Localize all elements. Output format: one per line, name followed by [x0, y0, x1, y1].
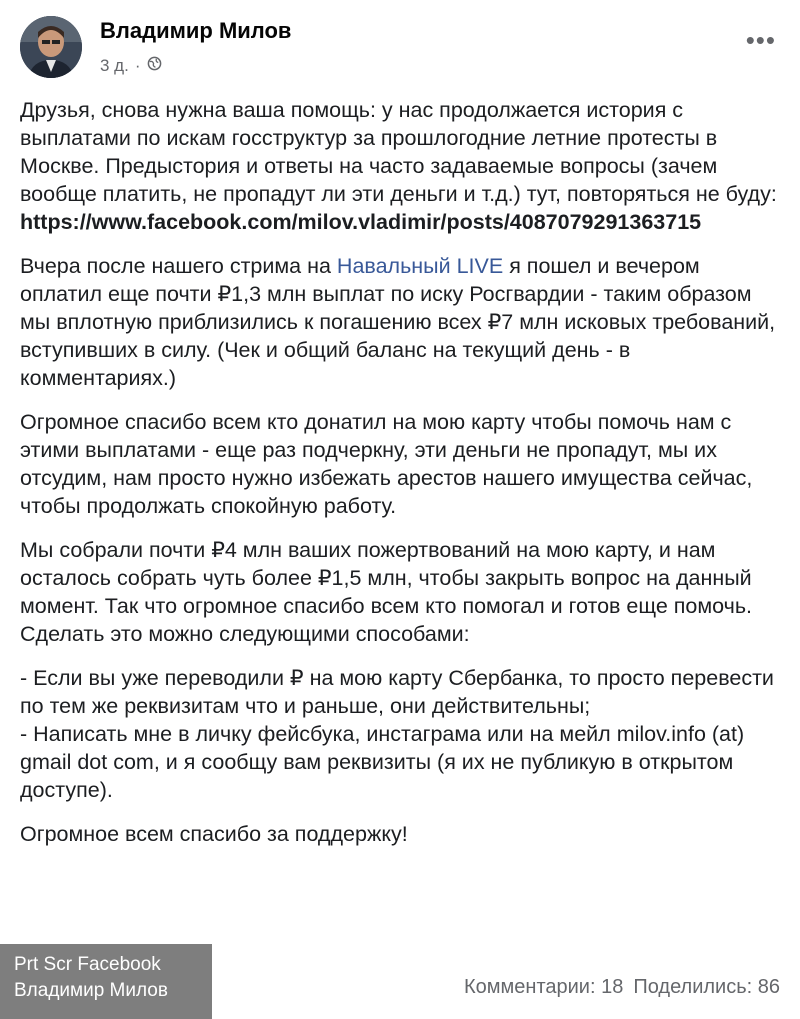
post-meta [100, 56, 162, 76]
watermark [0, 944, 212, 1019]
avatar[interactable] [20, 16, 82, 78]
author-name[interactable]: Владимир Милов [100, 18, 292, 43]
navalny-live-link[interactable]: Навальный LIVE [336, 254, 504, 278]
paragraph-5-line-2: - Написать мне в личку фейсбука, инстаграма или на мейл milov.info (at) gmail dot com, и я сообщу вам реквизиты (я их не публикую в открытом доступе). [20, 722, 745, 802]
shares-count[interactable]: Поделились: 86 [633, 976, 780, 998]
meta-separator: · [134, 56, 141, 75]
paragraph-3: Огромное спасибо всем кто донатил на мою карту чтобы помочь нам с этими выплатами - еще раз подчеркну, эти деньги не пропадут, мы их отсудим, нам просто нужно избежать арестов нашего имущества сейчас, чтобы продолжать спокойную работу. [20, 410, 753, 518]
post-link[interactable]: https://www.facebook.com/milov.vladimir/posts/4087079291363715 [20, 210, 702, 234]
paragraph-5 [20, 664, 780, 804]
paragraph-1 [20, 96, 780, 236]
comments-count[interactable]: Комментарии: 18 [464, 976, 624, 998]
post-header [20, 16, 780, 86]
post-footer [464, 976, 780, 999]
watermark-line-1: Prt Scr Facebook [14, 954, 161, 975]
more-options-icon: ••• [745, 25, 776, 55]
more-options-button[interactable] [745, 25, 776, 55]
post-body [20, 96, 780, 864]
paragraph-2-after: я пошел и вечером оплатил еще почти ₽1,3 млн выплат по иску Росгвардии - таким образом мы вплотную приблизились к погашению всех ₽7 млн исковых требований, вступивших в силу. (Чек и общий баланс на текущий день - в комментариях.) [20, 254, 776, 390]
paragraph-4: Мы собрали почти ₽4 млн ваших пожертвований на мою карту, и нам осталось собрать чуть более ₽1,5 млн, чтобы закрыть вопрос на данный момент. Так что огромное спасибо всем кто помогал и готов еще помочь. Сделать это можно следующими способами: [20, 538, 752, 646]
watermark-line-2: Владимир Милов [14, 980, 168, 1001]
paragraph-1-text: Друзья, снова нужна ваша помощь: у нас продолжается история с выплатами по искам госструктур за прошлогодние летние протесты в Москве. Предыстория и ответы на часто задаваемые вопросы (зачем вообще платить, не пропадут ли эти деньги и т.д.) тут, повторяться не буду: [20, 98, 777, 206]
paragraph-2-before: Вчера после нашего стрима на [20, 254, 337, 278]
paragraph-5-line-1: - Если вы уже переводили ₽ на мою карту Сбербанка, то просто перевести по тем же реквизитам что и раньше, они действительны; [20, 666, 774, 718]
paragraph-6: Огромное всем спасибо за поддержку! [20, 822, 408, 846]
globe-icon [147, 56, 162, 76]
paragraph-2 [20, 252, 780, 392]
post-time[interactable]: 3 д. [100, 56, 129, 75]
